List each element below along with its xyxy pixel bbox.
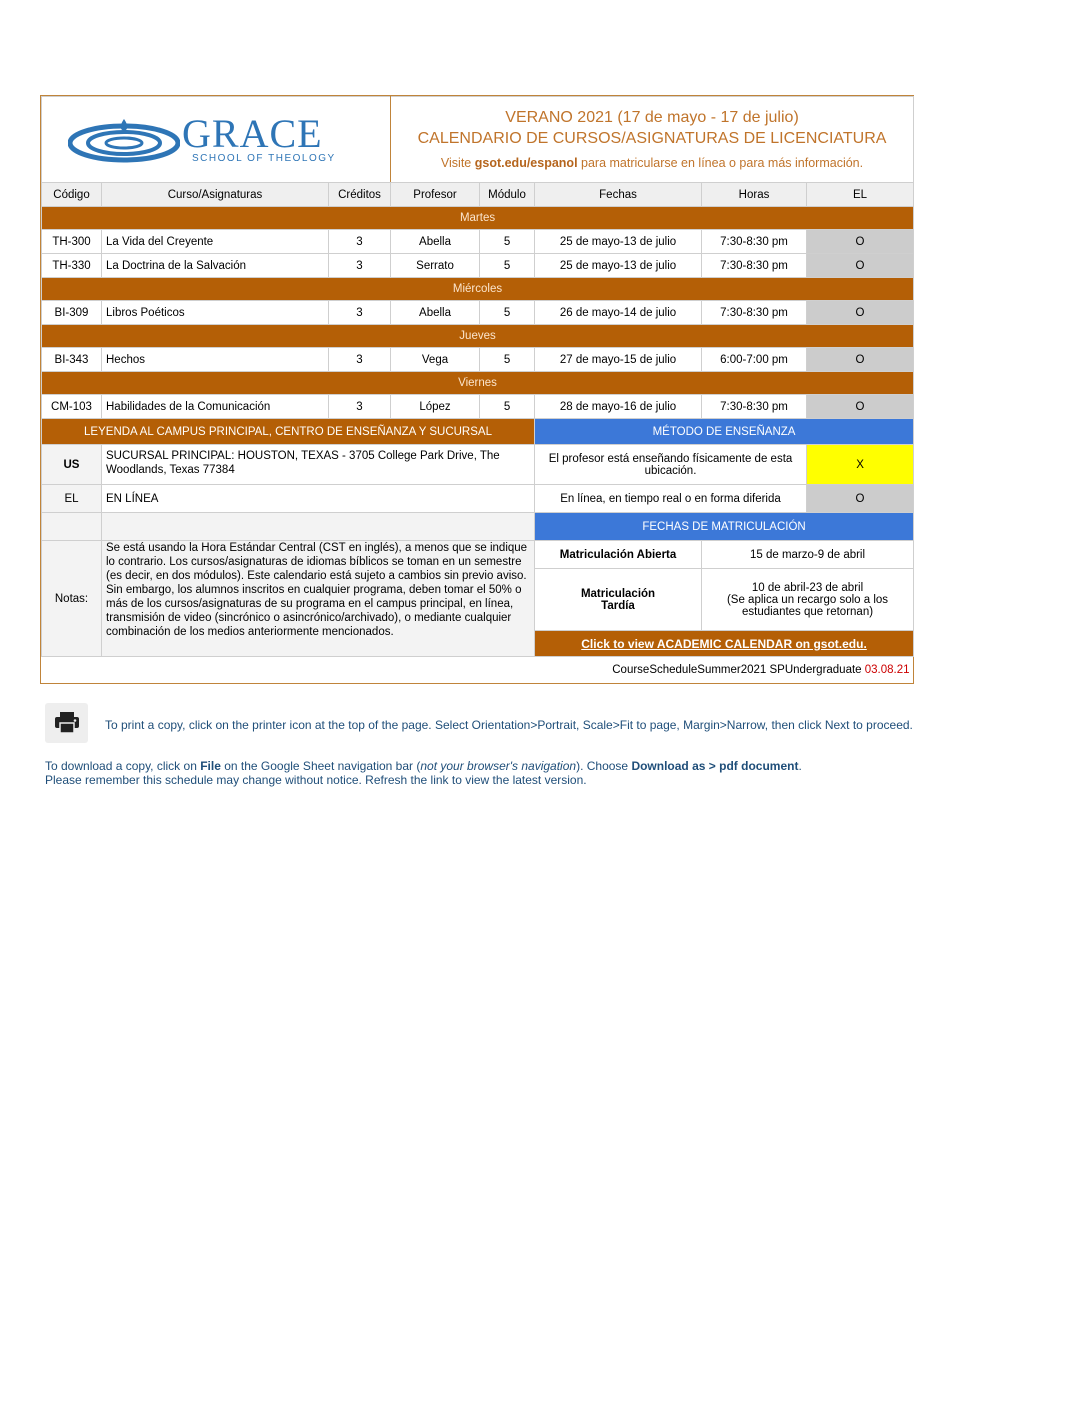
late-label-1: Matriculación: [580, 587, 656, 600]
course-el: O: [807, 301, 914, 325]
water-drop-ripple-icon: [68, 115, 180, 165]
course-credits: 3: [329, 254, 391, 278]
day-header-martes: Martes: [42, 207, 914, 230]
download-italic: not your browser's navigation: [420, 759, 577, 773]
day-header-viernes: Viernes: [42, 372, 914, 395]
course-professor: Serrato: [391, 254, 480, 278]
printer-icon: [54, 712, 80, 734]
course-hours: 7:30-8:30 pm: [702, 395, 807, 419]
method-title: MÉTODO DE ENSEÑANZA: [535, 419, 914, 445]
open-enrollment-label: Matriculación Abierta: [535, 541, 702, 569]
download-instructions: [45, 759, 802, 773]
course-el: O: [807, 230, 914, 254]
open-enrollment-dates: 15 de marzo-9 de abril: [702, 541, 914, 569]
col-header: Horas: [702, 183, 807, 207]
version-date: 03.08.21: [864, 663, 910, 676]
course-professor: López: [391, 395, 480, 419]
notes-label: Notas:: [42, 541, 102, 657]
col-header: Curso/Asignaturas: [102, 183, 329, 207]
print-button[interactable]: [45, 703, 88, 743]
download-file: File: [200, 759, 221, 773]
col-header: Profesor: [391, 183, 480, 207]
course-professor: Abella: [391, 301, 480, 325]
method-el-mark: O: [807, 485, 914, 513]
table-row: [42, 254, 914, 278]
course-name: Libros Poéticos: [102, 301, 329, 325]
table-row: [42, 301, 914, 325]
visit-link[interactable]: gsot.edu/espanol: [474, 156, 578, 170]
col-header: Módulo: [480, 183, 535, 207]
course-name: La Vida del Creyente: [102, 230, 329, 254]
course-code: TH-300: [42, 230, 102, 254]
visit-suffix: para matricularse en línea o para más información.: [577, 156, 864, 170]
course-name: Hechos: [102, 348, 329, 372]
course-hours: 7:30-8:30 pm: [702, 230, 807, 254]
footer-version: [42, 657, 914, 683]
logo-cell: [42, 97, 391, 183]
col-header: EL: [807, 183, 914, 207]
logo-subtitle: SCHOOL OF THEOLOGY: [192, 153, 336, 164]
print-instructions: To print a copy, click on the printer icon at the top of the page. Select Orientation>Portrait, Scale>Fit to page, Margin>Narrow, then click Next to proceed.: [105, 718, 913, 732]
visit-prefix: Visite: [440, 156, 475, 170]
blank-cell: [42, 513, 102, 541]
course-module: 5: [480, 395, 535, 419]
academic-calendar-link[interactable]: Click to view ACADEMIC CALENDAR on gsot.edu.: [581, 636, 867, 651]
term-title: VERANO 2021 (17 de mayo - 17 de julio): [505, 109, 799, 126]
legend-code-el: EL: [42, 485, 102, 513]
course-code: CM-103: [42, 395, 102, 419]
course-hours: 7:30-8:30 pm: [702, 301, 807, 325]
late-enrollment-note: (Se aplica un recargo solo a los estudiantes que retornan): [726, 593, 889, 618]
column-header-row: [42, 183, 914, 207]
legend-us-text: SUCURSAL PRINCIPAL: HOUSTON, TEXAS - 3705 College Park Drive, The Woodlands, Texas 77384: [102, 445, 535, 485]
title-block: [391, 97, 914, 183]
method-el-text: En línea, en tiempo real o en forma diferida: [535, 485, 807, 513]
blank-cell: [102, 513, 535, 541]
download-bold: Download as > pdf document: [631, 759, 799, 773]
course-dates: 25 de mayo-13 de julio: [535, 254, 702, 278]
course-name: Habilidades de la Comunicación: [102, 395, 329, 419]
course-professor: Vega: [391, 348, 480, 372]
legend-el-text: EN LÍNEA: [102, 485, 535, 513]
method-us-mark: X: [807, 445, 914, 485]
course-credits: 3: [329, 395, 391, 419]
method-us-text: El profesor está enseñando físicamente de esta ubicación.: [535, 445, 807, 485]
course-dates: 28 de mayo-16 de julio: [535, 395, 702, 419]
course-module: 5: [480, 301, 535, 325]
course-hours: 7:30-8:30 pm: [702, 254, 807, 278]
course-credits: 3: [329, 348, 391, 372]
course-el: O: [807, 348, 914, 372]
course-code: BI-309: [42, 301, 102, 325]
course-el: O: [807, 254, 914, 278]
col-header: Código: [42, 183, 102, 207]
course-code: TH-330: [42, 254, 102, 278]
day-header-jueves: Jueves: [42, 325, 914, 348]
late-enrollment-dates: 10 de abril-23 de abril: [751, 581, 864, 594]
late-enrollment-dates-cell: [702, 569, 914, 631]
late-enrollment-label: [535, 569, 702, 631]
schedule-table: [41, 96, 914, 683]
logo-name: GRACE: [182, 111, 323, 156]
late-label-2: Tardía: [601, 599, 635, 612]
legend-code-us: US: [42, 445, 102, 485]
calendar-title: CALENDARIO DE CURSOS/ASIGNATURAS DE LICENCIATURA: [417, 130, 887, 147]
download-text-4: .: [798, 759, 802, 773]
col-header: Fechas: [535, 183, 702, 207]
download-text-3: ). Choose: [576, 759, 632, 773]
course-code: BI-343: [42, 348, 102, 372]
course-credits: 3: [329, 230, 391, 254]
col-header: Créditos: [329, 183, 391, 207]
academic-calendar-cell: [535, 631, 914, 657]
remember-note: Please remember this schedule may change without notice. Refresh the link to view the latest version.: [45, 773, 587, 787]
course-dates: 27 de mayo-15 de julio: [535, 348, 702, 372]
course-credits: 3: [329, 301, 391, 325]
course-hours: 6:00-7:00 pm: [702, 348, 807, 372]
download-text-1: To download a copy, click on: [45, 759, 201, 773]
course-name: La Doctrina de la Salvación: [102, 254, 329, 278]
visit-line: [395, 156, 909, 170]
file-name: CourseScheduleSummer2021 SPUndergraduate: [612, 663, 865, 676]
course-el: O: [807, 395, 914, 419]
legend-title: LEYENDA AL CAMPUS PRINCIPAL, CENTRO DE ENSEÑANZA Y SUCURSAL: [42, 419, 535, 445]
schedule-sheet: [40, 95, 914, 684]
course-module: 5: [480, 348, 535, 372]
day-header-miercoles: Miércoles: [42, 278, 914, 301]
notes-text: Se está usando la Hora Estándar Central (CST en inglés), a menos que se indique lo contrario. Los cursos/asignaturas de idiomas bíblicos se toman en un semestre (es decir, en dos módulos). Este calendario está sujeto a cambios sin previo aviso. Sin embargo, los alumnos inscritos en cualquier programa, deben tomar el 50% o más de los cursos/asignaturas de su programa en el campus principal, en línea, transmisión de video (sincrónico o asincrónico/archivado), o mediante cualquier combinación de los medios anteriormente mencionados.: [102, 541, 535, 657]
course-dates: 25 de mayo-13 de julio: [535, 230, 702, 254]
table-row: [42, 395, 914, 419]
course-dates: 26 de mayo-14 de julio: [535, 301, 702, 325]
course-module: 5: [480, 230, 535, 254]
course-professor: Abella: [391, 230, 480, 254]
enrollment-title: FECHAS DE MATRICULACIÓN: [535, 513, 914, 541]
table-row: [42, 230, 914, 254]
course-module: 5: [480, 254, 535, 278]
download-text-2: on the Google Sheet navigation bar (: [220, 759, 421, 773]
table-row: [42, 348, 914, 372]
